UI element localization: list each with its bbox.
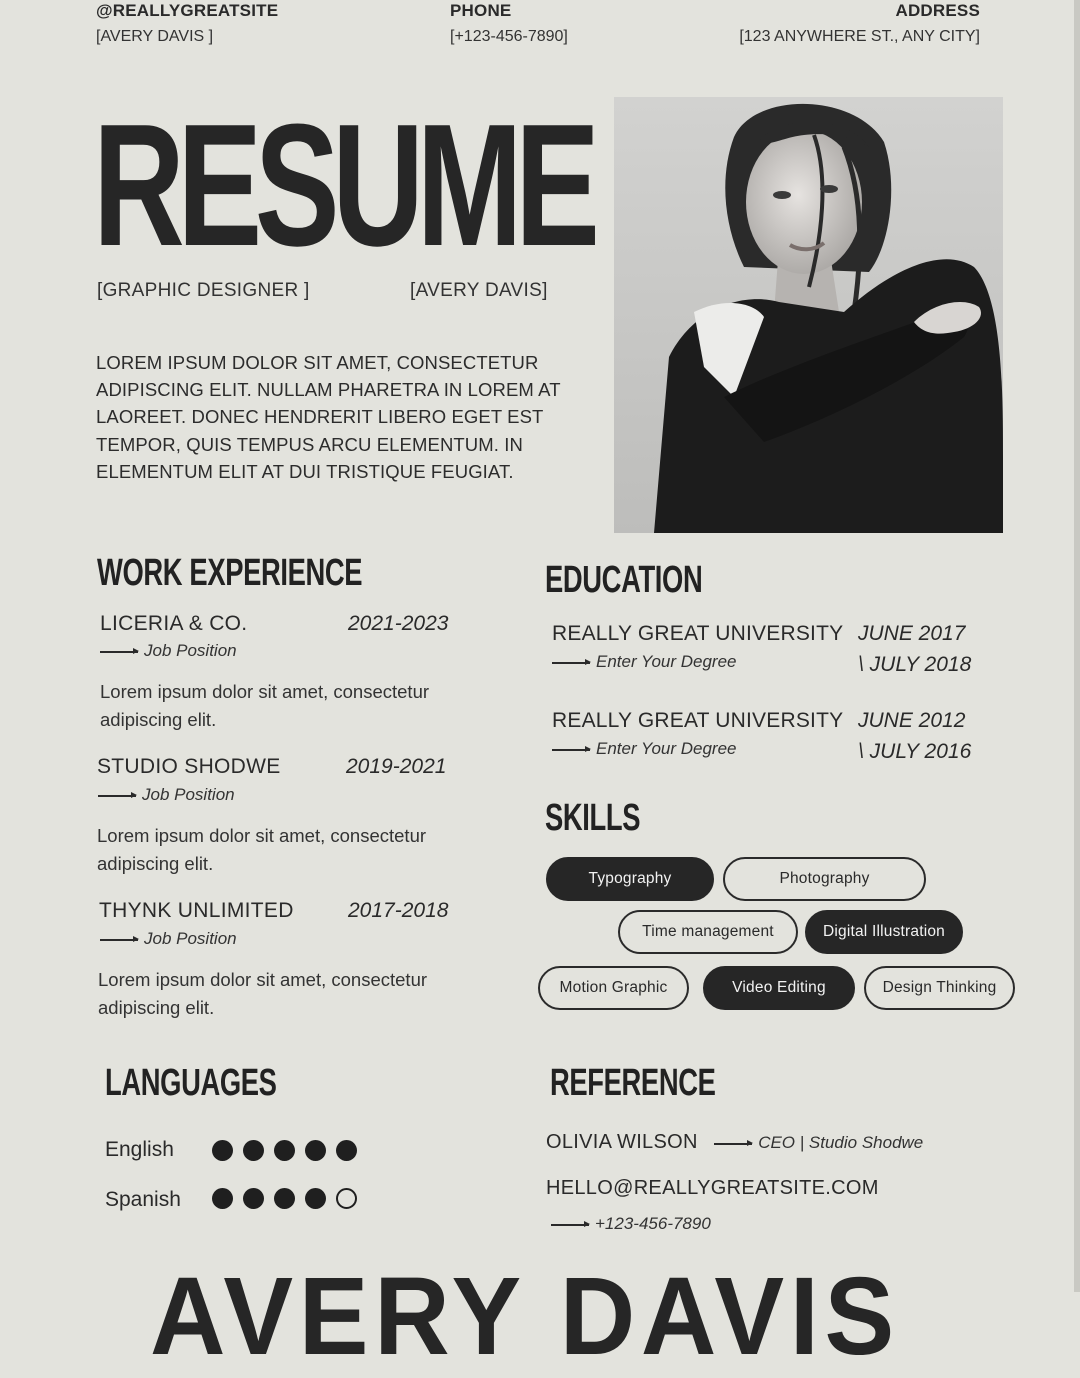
education-school: REALLY GREAT UNIVERSITY <box>552 709 844 732</box>
arrow-right-icon <box>100 939 138 941</box>
arrow-right-icon <box>714 1143 752 1145</box>
education-end: \ JULY 2016 <box>858 740 972 763</box>
job-position: Job Position <box>142 785 235 804</box>
job-company: STUDIO SHODWE <box>97 755 281 778</box>
reference-heading: REFERENCE <box>550 1062 716 1104</box>
level-dot-filled <box>212 1188 233 1209</box>
level-dot-filled <box>305 1140 326 1161</box>
profile-photo <box>614 97 1003 533</box>
level-dot-filled <box>274 1140 295 1161</box>
education-start: JUNE 2017 <box>858 622 966 645</box>
page-edge <box>1074 0 1080 1292</box>
reference-phone: +123-456-7890 <box>595 1214 711 1233</box>
education-heading: EDUCATION <box>545 559 703 601</box>
language-name: Spanish <box>105 1188 181 1211</box>
level-dot-filled <box>243 1188 264 1209</box>
arrow-right-icon <box>98 795 136 797</box>
job-position-row <box>98 785 235 805</box>
level-dot-filled <box>274 1188 295 1209</box>
skill-pill: Video Editing <box>703 966 855 1010</box>
reference-phone-row <box>551 1214 711 1234</box>
education-degree-row <box>552 739 737 759</box>
skill-pill: Photography <box>723 857 926 901</box>
arrow-right-icon <box>552 662 590 664</box>
resume-title: RESUME <box>93 87 593 282</box>
skill-pill: Design Thinking <box>864 966 1015 1010</box>
job-years: 2019-2021 <box>346 755 447 778</box>
job-position: Job Position <box>144 929 237 948</box>
reference-email: HELLO@REALLYGREATSITE.COM <box>546 1177 879 1199</box>
job-company: LICERIA & CO. <box>100 612 248 635</box>
level-dot-filled <box>305 1188 326 1209</box>
level-dot-filled <box>212 1140 233 1161</box>
education-end: \ JULY 2018 <box>858 653 972 676</box>
phone-value: [+123-456-7890] <box>450 28 568 45</box>
job-position-row <box>100 641 237 661</box>
education-school: REALLY GREAT UNIVERSITY <box>552 622 844 645</box>
address-label: ADDRESS <box>895 1 980 20</box>
job-description: Lorem ipsum dolor sit amet, consectetur adipiscing elit. <box>100 681 430 730</box>
role-tagline: [GRAPHIC DESIGNER ] <box>97 280 310 301</box>
portrait-image <box>614 97 1003 533</box>
website-value: [AVERY DAVIS ] <box>96 28 214 45</box>
level-dot-empty <box>336 1188 357 1209</box>
job-description: Lorem ipsum dolor sit amet, consectetur adipiscing elit. <box>98 969 428 1018</box>
reference-name: OLIVIA WILSON <box>546 1131 698 1153</box>
job-position-row <box>100 929 237 949</box>
education-degree: Enter Your Degree <box>596 739 737 758</box>
job-company: THYNK UNLIMITED <box>99 899 294 922</box>
reference-name-row <box>546 1131 923 1154</box>
job-position: Job Position <box>144 641 237 660</box>
skill-pill: Motion Graphic <box>538 966 689 1010</box>
job-description: Lorem ipsum dolor sit amet, consectetur adipiscing elit. <box>97 825 427 874</box>
intro-paragraph: LOREM IPSUM DOLOR SIT AMET, CONSECTETUR ADIPISCING ELIT. NULLAM PHARETRA IN LOREM AT LAOREET. DONEC HENDRERIT LIBERO EGET EST TEMPOR, QUIS TEMPUS ARCU ELEMENTUM. IN ELEMENTUM ELIT AT DUI TRISTIQUE FEUGIAT. <box>96 352 561 482</box>
education-degree-row <box>552 652 737 672</box>
skill-pill: Digital Illustration <box>805 910 963 954</box>
name-tagline: [AVERY DAVIS] <box>410 280 548 301</box>
arrow-right-icon <box>551 1224 589 1226</box>
languages-heading: LANGUAGES <box>105 1062 277 1104</box>
arrow-right-icon <box>552 749 590 751</box>
skill-pill: Time management <box>618 910 798 954</box>
level-dot-filled <box>336 1140 357 1161</box>
level-dot-filled <box>243 1140 264 1161</box>
arrow-right-icon <box>100 651 138 653</box>
phone-label: PHONE <box>450 1 512 20</box>
education-start: JUNE 2012 <box>858 709 966 732</box>
job-years: 2017-2018 <box>348 899 449 922</box>
skills-heading: SKILLS <box>545 797 641 839</box>
work-experience-heading: WORK EXPERIENCE <box>97 552 363 594</box>
reference-role: CEO | Studio Shodwe <box>758 1133 924 1152</box>
website-label: @REALLYGREATSITE <box>96 1 279 20</box>
skill-pill: Typography <box>546 857 714 901</box>
language-name: English <box>105 1138 174 1161</box>
address-value: [123 ANYWHERE ST., ANY CITY] <box>739 28 980 45</box>
education-degree: Enter Your Degree <box>596 652 737 671</box>
footer-name: AVERY DAVIS <box>150 1255 900 1378</box>
job-years: 2021-2023 <box>348 612 449 635</box>
